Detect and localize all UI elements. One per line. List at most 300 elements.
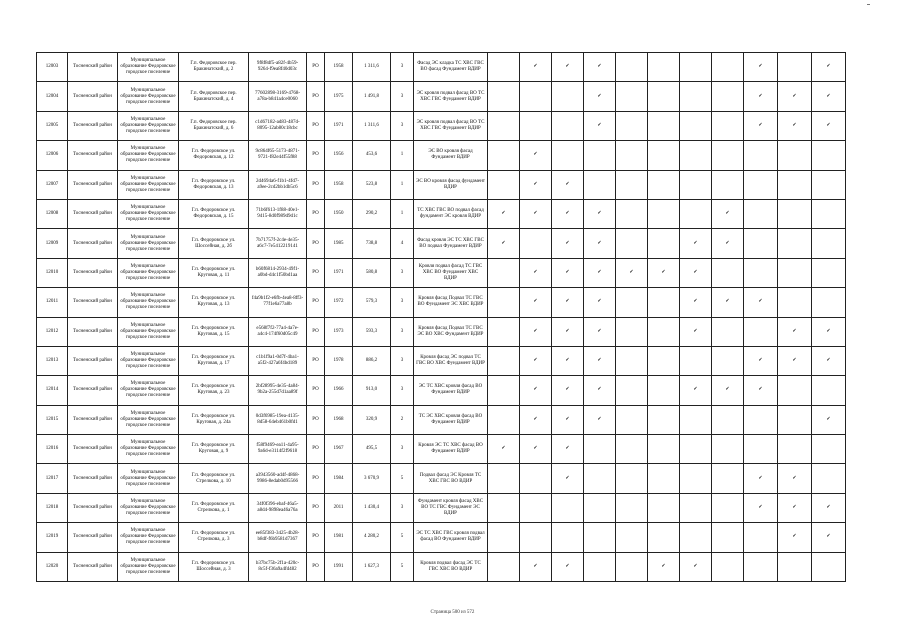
address: Г.п. Федоровское пер. Бракинатский, д. 4 (179, 82, 249, 111)
work-cell-7 (680, 170, 712, 199)
work-cell-5 (616, 111, 648, 140)
work-cell-10 (778, 288, 812, 317)
work-cell-5 (616, 523, 648, 552)
checkmark-icon: ✓ (565, 240, 570, 246)
checkmark-icon: ✓ (758, 358, 763, 364)
work-cell-3 (552, 523, 584, 552)
work-cell-1 (488, 111, 520, 140)
checkmark-icon: ✓ (693, 269, 698, 275)
work-cell-3 (552, 82, 584, 111)
total-area: 580,8 (353, 258, 391, 287)
address: Г.п. Федоровское ул. Стрелкова, д. 1 (179, 493, 249, 522)
work-cell-2 (520, 199, 552, 228)
checkmark-icon: ✓ (533, 299, 538, 305)
district-name: Тосненский район (68, 229, 118, 258)
work-cell-8 (712, 288, 744, 317)
address: Г.п. Федоровское ул. Стрелкова, д. 10 (179, 464, 249, 493)
work-cell-8 (712, 493, 744, 522)
work-cell-9 (744, 111, 778, 140)
floor-count: 3 (391, 317, 414, 346)
work-cell-1 (488, 552, 520, 581)
organization-name: Муниципальное образование Федоровское городское поселение (118, 346, 179, 375)
work-components: ЭС ВО кровля фасад фундамент ВДИР (414, 170, 488, 199)
district-name: Тосненский район (68, 493, 118, 522)
work-cell-10 (778, 464, 812, 493)
checkmark-icon: ✓ (565, 64, 570, 70)
work-cell-1 (488, 376, 520, 405)
checkmark-icon: ✓ (533, 563, 538, 569)
work-cell-5 (616, 317, 648, 346)
work-cell-6 (648, 53, 680, 82)
building-guid: 2d4694a6-f1b1-4fd7-a9ee-2cd2bb1db5c6 (249, 170, 307, 199)
record-id: 12020 (37, 552, 68, 581)
work-cell-7 (680, 317, 712, 346)
work-cell-7 (680, 493, 712, 522)
work-cell-7 (680, 552, 712, 581)
checkmark-icon: ✓ (597, 299, 602, 305)
building-guid: e568f7f2-77a4-4a7e-a4c4-174f60d05c49 (249, 317, 307, 346)
record-id: 12018 (37, 493, 68, 522)
work-components: ЭС ТС ХВС ГВС кровля подвал фасад ВО Фундамент ВДИР (414, 523, 488, 552)
work-cell-7 (680, 82, 712, 111)
floor-count: 3 (391, 435, 414, 464)
total-area: 495,5 (353, 435, 391, 464)
organization-name: Муниципальное образование Федоровское городское поселение (118, 288, 179, 317)
checkmark-icon: ✓ (597, 387, 602, 393)
checkmark-icon: ✓ (533, 64, 538, 70)
total-area: 886,2 (353, 346, 391, 375)
organization-name: Муниципальное образование Федоровское городское поселение (118, 317, 179, 346)
work-cell-7 (680, 141, 712, 170)
table-row (37, 170, 846, 199)
table-row (37, 552, 846, 581)
work-cell-5 (616, 405, 648, 434)
work-cell-1 (488, 317, 520, 346)
work-components: Подвал фасад ЭС Кровля ТС ХВС ГВС ВО ВДИР (414, 464, 488, 493)
table-row (37, 288, 846, 317)
work-cell-5 (616, 435, 648, 464)
address: Г.п. Федоровское ул. Круговая, д. 24а (179, 405, 249, 434)
district-name: Тосненский район (68, 464, 118, 493)
checkmark-icon: ✓ (533, 416, 538, 422)
address: Г.п. Федоровское ул. Круговая, д. 23 (179, 376, 249, 405)
checkmark-icon: ✓ (533, 446, 538, 452)
work-cell-1 (488, 523, 520, 552)
work-cell-9 (744, 464, 778, 493)
work-cell-7 (680, 346, 712, 375)
work-components: Кровля фасад Подвал ТС ГВС ВО Фундамент ЭС ХВС ВДИР (414, 288, 488, 317)
work-cell-6 (648, 141, 680, 170)
build-year: 1971 (325, 111, 353, 140)
work-cell-1 (488, 229, 520, 258)
floor-count: 1 (391, 170, 414, 199)
work-cell-3 (552, 288, 584, 317)
work-cell-1 (488, 53, 520, 82)
work-cell-2 (520, 523, 552, 552)
table-row (37, 405, 846, 434)
checkmark-icon: ✓ (826, 505, 831, 511)
work-cell-4 (584, 435, 616, 464)
table-row (37, 111, 846, 140)
build-year: 2011 (325, 493, 353, 522)
address: Г.п. Федоровское ул. Стрелкова, д. 3 (179, 523, 249, 552)
building-guid: 7b71757f-2c4e-4e35-a6c7-7e5412219141 (249, 229, 307, 258)
object-type: РО (307, 170, 325, 199)
floor-count: 2 (391, 405, 414, 434)
work-components: Фасад кровля ЭС ТС ХВС ГВС ВО подвал Фундамент ВДИР (414, 229, 488, 258)
object-type: РО (307, 317, 325, 346)
checkmark-icon: ✓ (792, 534, 797, 540)
district-name: Тосненский район (68, 53, 118, 82)
object-type: РО (307, 376, 325, 405)
work-cell-10 (778, 346, 812, 375)
checkmark-icon: ✓ (597, 416, 602, 422)
build-year: 1984 (325, 464, 353, 493)
table-row (37, 258, 846, 287)
work-cell-7 (680, 435, 712, 464)
building-guid: ee85f383-3425-4b28-b8df-f6b9581d7367 (249, 523, 307, 552)
work-cell-2 (520, 111, 552, 140)
floor-count: 4 (391, 229, 414, 258)
checkmark-icon: ✓ (565, 358, 570, 364)
work-cell-4 (584, 552, 616, 581)
floor-count: 3 (391, 346, 414, 375)
checkmark-icon: ✓ (565, 269, 570, 275)
work-cell-2 (520, 141, 552, 170)
checkmark-icon: ✓ (758, 505, 763, 511)
work-cell-7 (680, 376, 712, 405)
floor-count: 3 (391, 53, 414, 82)
work-cell-11 (812, 141, 846, 170)
work-cell-4 (584, 523, 616, 552)
work-cell-7 (680, 288, 712, 317)
work-cell-5 (616, 346, 648, 375)
object-type: РО (307, 53, 325, 82)
work-components: Кровля фасад ЭС подвал ТС ГВС ВО ХВС Фундамент ВДИР (414, 346, 488, 375)
work-components: Кровля подвал фасад ЭС ТС ГВС ХВС ВО ВДИР (414, 552, 488, 581)
build-year: 1968 (325, 405, 353, 434)
checkmark-icon: ✓ (597, 93, 602, 99)
district-name: Тосненский район (68, 376, 118, 405)
checkmark-icon: ✓ (826, 534, 831, 540)
object-type: РО (307, 552, 325, 581)
record-id: 12016 (37, 435, 68, 464)
object-type: РО (307, 82, 325, 111)
building-guid: c1d67182-ad83-487d-8095-12ab80c18cbc (249, 111, 307, 140)
work-cell-9 (744, 523, 778, 552)
work-cell-6 (648, 258, 680, 287)
checkmark-icon: ✓ (565, 328, 570, 334)
district-name: Тосненский район (68, 141, 118, 170)
build-year: 1973 (325, 317, 353, 346)
organization-name: Муниципальное образование Федоровское городское поселение (118, 376, 179, 405)
work-cell-10 (778, 82, 812, 111)
work-cell-6 (648, 405, 680, 434)
district-name: Тосненский район (68, 199, 118, 228)
build-year: 1981 (325, 523, 353, 552)
record-id: 12012 (37, 317, 68, 346)
organization-name: Муниципальное образование Федоровское городское поселение (118, 141, 179, 170)
work-cell-6 (648, 346, 680, 375)
checkmark-icon: ✓ (693, 563, 698, 569)
checkmark-icon: ✓ (597, 122, 602, 128)
checkmark-icon: ✓ (533, 328, 538, 334)
checkmark-icon: ✓ (597, 358, 602, 364)
checkmark-icon: ✓ (725, 299, 730, 305)
work-cell-2 (520, 346, 552, 375)
work-cell-1 (488, 346, 520, 375)
work-cell-9 (744, 346, 778, 375)
work-cell-1 (488, 464, 520, 493)
record-id: 12009 (37, 229, 68, 258)
work-cell-9 (744, 288, 778, 317)
table-row (37, 53, 846, 82)
district-name: Тосненский район (68, 552, 118, 581)
work-cell-10 (778, 523, 812, 552)
work-cell-11 (812, 464, 846, 493)
floor-count: 3 (391, 288, 414, 317)
build-year: 1958 (325, 53, 353, 82)
work-cell-9 (744, 170, 778, 199)
checkmark-icon: ✓ (725, 387, 730, 393)
organization-name: Муниципальное образование Федоровское городское поселение (118, 111, 179, 140)
work-cell-11 (812, 53, 846, 82)
work-cell-2 (520, 493, 552, 522)
floor-count: 1 (391, 141, 414, 170)
checkmark-icon: ✓ (533, 387, 538, 393)
checkmark-icon: ✓ (758, 387, 763, 393)
checkmark-icon: ✓ (792, 328, 797, 334)
work-cell-6 (648, 523, 680, 552)
work-cell-11 (812, 552, 846, 581)
address: Г.п. Федоровское пер. Бракинатский, д. 2 (179, 53, 249, 82)
work-cell-11 (812, 376, 846, 405)
work-cell-11 (812, 258, 846, 287)
work-cell-3 (552, 258, 584, 287)
building-guid: 9c864f65-5173-4871-9721-f82e44f55f88 (249, 141, 307, 170)
object-type: РО (307, 464, 325, 493)
checkmark-icon: ✓ (826, 64, 831, 70)
work-cell-8 (712, 464, 744, 493)
work-cell-3 (552, 435, 584, 464)
work-cell-2 (520, 435, 552, 464)
work-cell-9 (744, 317, 778, 346)
floor-count: 3 (391, 258, 414, 287)
work-cell-8 (712, 317, 744, 346)
work-cell-10 (778, 258, 812, 287)
total-area: 4 280,2 (353, 523, 391, 552)
work-cell-7 (680, 199, 712, 228)
checkmark-icon: ✓ (758, 122, 763, 128)
checkmark-icon: ✓ (792, 505, 797, 511)
total-area: 593,3 (353, 317, 391, 346)
work-cell-11 (812, 199, 846, 228)
work-cell-4 (584, 53, 616, 82)
object-type: РО (307, 258, 325, 287)
floor-count: 3 (391, 493, 414, 522)
work-cell-10 (778, 53, 812, 82)
work-cell-7 (680, 229, 712, 258)
address: Г.п. Федоровское ул. Круговая, д. 13 (179, 288, 249, 317)
work-cell-2 (520, 288, 552, 317)
object-type: РО (307, 523, 325, 552)
work-cell-7 (680, 258, 712, 287)
work-cell-2 (520, 53, 552, 82)
work-cell-3 (552, 53, 584, 82)
district-name: Тосненский район (68, 170, 118, 199)
work-cell-4 (584, 493, 616, 522)
work-cell-3 (552, 376, 584, 405)
work-cell-6 (648, 82, 680, 111)
work-cell-2 (520, 376, 552, 405)
work-cell-6 (648, 317, 680, 346)
record-id: 12004 (37, 82, 68, 111)
organization-name: Муниципальное образование Федоровское городское поселение (118, 199, 179, 228)
work-cell-2 (520, 229, 552, 258)
scan-mark (867, 4, 870, 5)
work-cell-10 (778, 435, 812, 464)
work-cell-5 (616, 552, 648, 581)
work-cell-2 (520, 317, 552, 346)
work-cell-5 (616, 229, 648, 258)
total-area: 453,6 (353, 141, 391, 170)
work-cell-3 (552, 229, 584, 258)
organization-name: Муниципальное образование Федоровское городское поселение (118, 493, 179, 522)
work-cell-7 (680, 523, 712, 552)
record-id: 12005 (37, 111, 68, 140)
organization-name: Муниципальное образование Федоровское городское поселение (118, 82, 179, 111)
work-cell-1 (488, 141, 520, 170)
checkmark-icon: ✓ (725, 240, 730, 246)
floor-count: 3 (391, 376, 414, 405)
work-cell-6 (648, 229, 680, 258)
total-area: 1 311,6 (353, 111, 391, 140)
build-year: 1956 (325, 141, 353, 170)
work-components: ТС ХВС ГВС ВО подвал фасад фундамент ЭС кровля ВДИР (414, 199, 488, 228)
building-guid: f4a9b1f2-e6fb-4ea8-8ff3-77f1e6a77a8b (249, 288, 307, 317)
work-cell-2 (520, 258, 552, 287)
build-year: 1975 (325, 82, 353, 111)
page-footer: Страница 500 из 572 (430, 610, 475, 615)
work-cell-8 (712, 258, 744, 287)
checkmark-icon: ✓ (758, 475, 763, 481)
address: Г.п. Федоровское ул. Круговая, д. 9 (179, 435, 249, 464)
organization-name: Муниципальное образование Федоровское городское поселение (118, 464, 179, 493)
work-components: ТС ЭС ХВС кровля фасад ВО Фундамент ВДИР (414, 405, 488, 434)
work-cell-8 (712, 111, 744, 140)
work-components: ЭС ТС ХВС кровля фасад ВО Фундамент ВДИР (414, 376, 488, 405)
checkmark-icon: ✓ (565, 387, 570, 393)
address: Г.п. Федоровское ул. Шоссейная, д. 2б (179, 229, 249, 258)
checkmark-icon: ✓ (501, 240, 506, 246)
work-cell-1 (488, 405, 520, 434)
work-cell-7 (680, 464, 712, 493)
work-cell-9 (744, 82, 778, 111)
checkmark-icon: ✓ (758, 64, 763, 70)
floor-count: 3 (391, 111, 414, 140)
checkmark-icon: ✓ (693, 240, 698, 246)
work-cell-9 (744, 552, 778, 581)
build-year: 1967 (325, 435, 353, 464)
work-cell-3 (552, 111, 584, 140)
work-cell-7 (680, 405, 712, 434)
table-row (37, 435, 846, 464)
work-cell-8 (712, 82, 744, 111)
organization-name: Муниципальное образование Федоровское городское поселение (118, 435, 179, 464)
district-name: Тосненский район (68, 317, 118, 346)
work-components: ЭС кровля подвал фасад ВО ТС ХВС ГВС Фундамент ВДИР (414, 82, 488, 111)
work-cell-7 (680, 111, 712, 140)
work-cell-9 (744, 229, 778, 258)
checkmark-icon: ✓ (826, 416, 831, 422)
work-cell-9 (744, 435, 778, 464)
building-guid: c1b1f9a1-0d7f-4ba1-a5f2-427a6f4bd189 (249, 346, 307, 375)
district-name: Тосненский район (68, 346, 118, 375)
checkmark-icon: ✓ (565, 299, 570, 305)
registry-table-body (37, 53, 846, 582)
work-cell-2 (520, 170, 552, 199)
total-area: 1 627,3 (353, 552, 391, 581)
work-cell-4 (584, 111, 616, 140)
work-cell-11 (812, 523, 846, 552)
work-cell-2 (520, 464, 552, 493)
table-row (37, 493, 846, 522)
work-cell-8 (712, 199, 744, 228)
total-area: 913,0 (353, 376, 391, 405)
registry-table (36, 52, 846, 582)
work-cell-6 (648, 111, 680, 140)
building-guid: 77602898-3169-4768-a78a-b841a4ce0060 (249, 82, 307, 111)
floor-count: 1 (391, 199, 414, 228)
work-components: Кровля фасад Подвал ТС ГВС ЭС ВО ХВС Фундамент ВДИР (414, 317, 488, 346)
checkmark-icon: ✓ (792, 475, 797, 481)
work-cell-5 (616, 258, 648, 287)
work-cell-8 (712, 53, 744, 82)
work-cell-6 (648, 288, 680, 317)
address: Г.п. Федоровское ул. Шоссейная, д. 3 (179, 552, 249, 581)
table-row (37, 141, 846, 170)
district-name: Тосненский район (68, 82, 118, 111)
checkmark-icon: ✓ (565, 211, 570, 217)
floor-count: 5 (391, 552, 414, 581)
checkmark-icon: ✓ (501, 446, 506, 452)
work-cell-1 (488, 170, 520, 199)
district-name: Тосненский район (68, 111, 118, 140)
building-guid: 71b6f613-1f88-40e1-9415-8d0f989d9d1c (249, 199, 307, 228)
work-components: Кровля ЭС ТС ХВС фасад ВО Фундамент ВДИР (414, 435, 488, 464)
work-cell-3 (552, 405, 584, 434)
work-cell-8 (712, 346, 744, 375)
checkmark-icon: ✓ (693, 328, 698, 334)
checkmark-icon: ✓ (661, 269, 666, 275)
object-type: РО (307, 493, 325, 522)
build-year: 1950 (325, 199, 353, 228)
checkmark-icon: ✓ (826, 122, 831, 128)
total-area: 1 430,4 (353, 493, 391, 522)
work-cell-7 (680, 53, 712, 82)
work-cell-4 (584, 141, 616, 170)
work-cell-9 (744, 493, 778, 522)
building-guid: 34f0f396-ebaf-46a5-a8d4-9898ea46a76a (249, 493, 307, 522)
work-cell-2 (520, 405, 552, 434)
work-cell-6 (648, 493, 680, 522)
total-area: 579,3 (353, 288, 391, 317)
object-type: РО (307, 405, 325, 434)
work-cell-4 (584, 229, 616, 258)
work-cell-5 (616, 493, 648, 522)
record-id: 12007 (37, 170, 68, 199)
checkmark-icon: ✓ (826, 328, 831, 334)
